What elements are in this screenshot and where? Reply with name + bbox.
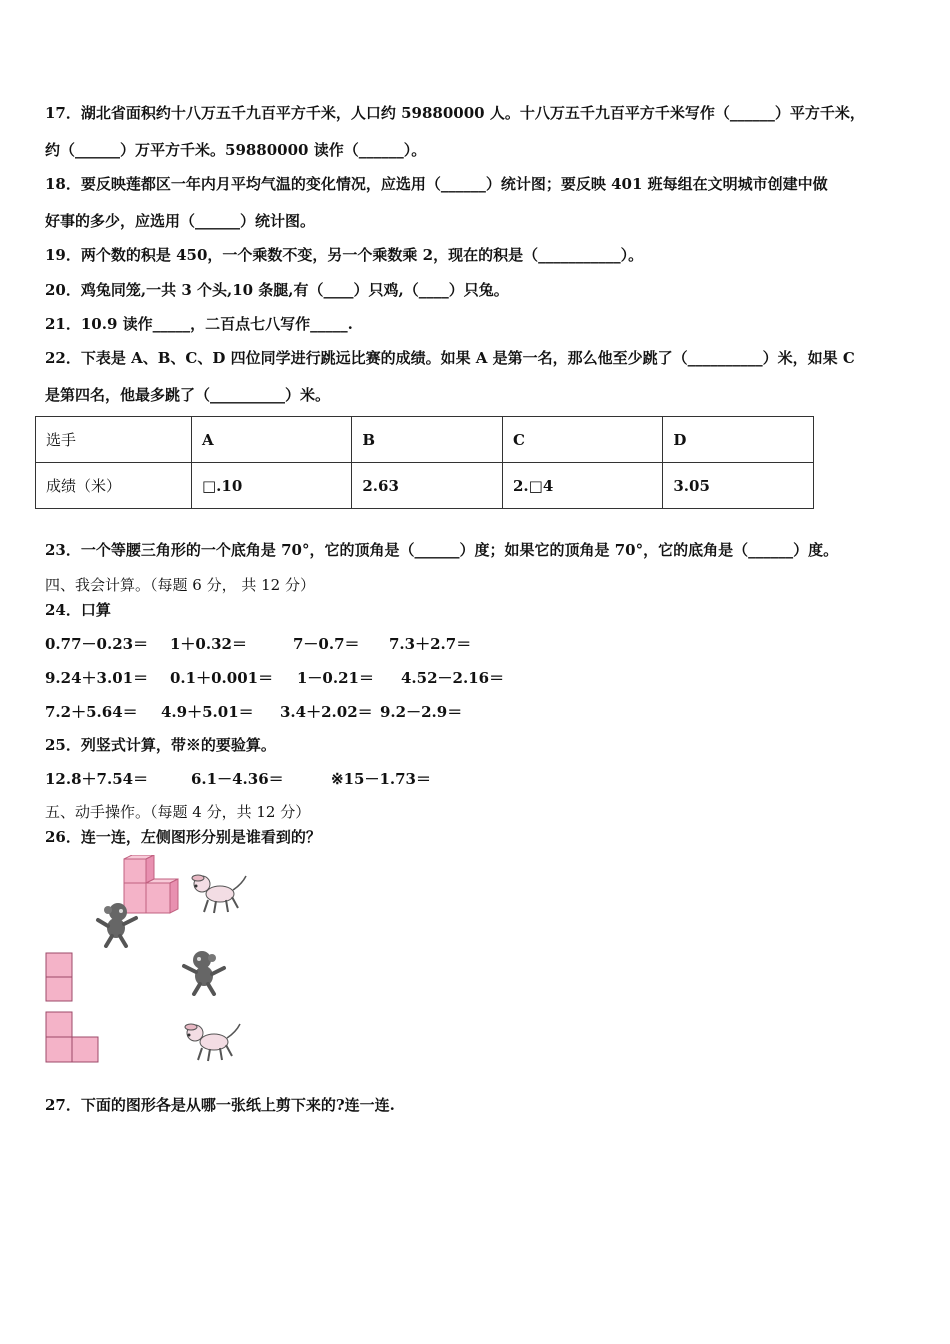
table-header-row [36,417,814,463]
vertical-calc-item: 6.1－4.36＝ [191,770,284,788]
q17-line2: 约（______）万平方千米。59880000 读作（______）。 [45,141,427,159]
q25: 25．列竖式计算，带※的要验算。 [45,736,276,754]
scores-table [35,416,814,509]
table-cell: 2.63 [352,463,503,509]
q23: 23．一个等腰三角形的一个底角是 70°，它的顶角是（______）度；如果它的顶角是 70°，它的底角是（______）度。 [45,541,839,559]
table-row [36,463,814,509]
monkey-icon [180,948,228,996]
view-shape-vertical [45,952,75,1004]
q18-line2: 好事的多少，应选用（______）统计图。 [45,212,316,230]
q24: 24．口算 [45,601,111,619]
calc-item: 1＋0.32＝ [170,635,247,653]
calc-item: 1－0.21＝ [297,669,374,687]
cube-side-face [170,879,178,913]
table-cell: 3.05 [663,463,814,509]
q19: 19．两个数的积是 450，一个乘数不变，另一个乘数乘 2，现在的积是（___________）。 [45,246,644,264]
table-cell: 选手 [36,417,192,463]
q21: 21．10.9 读作_____，二百点七八写作_____. [45,315,353,333]
calc-item: 9.2－2.9＝ [380,703,463,721]
cube-face [124,859,146,883]
table-cell: C [502,417,662,463]
calc-item: 7.2＋5.64＝ [45,703,138,721]
table-cell: A [192,417,352,463]
vertical-calc-item: ※15－1.73＝ [331,770,431,788]
table-cell: □.10 [192,463,352,509]
calc-item: 9.24＋3.01＝ [45,669,149,687]
calc-item: 7－0.7＝ [293,635,360,653]
monkey-icon [92,900,140,948]
calc-item: 4.52－2.16＝ [401,669,505,687]
cube-side-face [146,855,154,883]
calc-item: 3.4＋2.02＝ [280,703,373,721]
section5-heading: 五、动手操作。（每题 4 分，共 12 分） [45,803,311,821]
q22-line2: 是第四名，他最多跳了（__________）米。 [45,386,331,404]
calc-item: 4.9＋5.01＝ [161,703,254,721]
dog-icon [180,1018,242,1064]
table-cell: D [663,417,814,463]
q18-line1: 18．要反映莲都区一年内月平均气温的变化情况，应选用（______）统计图；要反映 401 班每组在文明城市创建中做 [45,175,828,193]
q17-line1: 17．湖北省面积约十八万五千九百平方千米，人口约 59880000 人。十八万五千九百平方千米写作（______）平方千米， [45,104,865,122]
vertical-calc-item: 12.8＋7.54＝ [45,770,149,788]
table-cell: 成绩（米） [36,463,192,509]
calc-item: 0.77－0.23＝ [45,635,149,653]
q27: 27．下面的图形各是从哪一张纸上剪下来的?连一连. [45,1096,395,1114]
calc-item: 7.3＋2.7＝ [389,635,472,653]
table-cell: 2.□4 [502,463,662,509]
q20: 20．鸡兔同笼,一共 3 个头,10 条腿,有（____）只鸡,（____）只兔。 [45,281,509,299]
section4-heading: 四、我会计算。（每题 6 分， 共 12 分） [45,576,315,594]
cube-face [146,883,170,913]
view-shape-l [45,1011,101,1065]
calc-item: 0.1＋0.001＝ [170,669,274,687]
q26: 26．连一连，左侧图形分别是谁看到的？ [45,828,321,846]
q22-line1: 22．下表是 A、B、C、D 四位同学进行跳远比赛的成绩。如果 A 是第一名，那么他至少跳了（__________）米，如果 C [45,349,855,367]
table-cell: B [352,417,503,463]
dog-icon [188,870,248,916]
